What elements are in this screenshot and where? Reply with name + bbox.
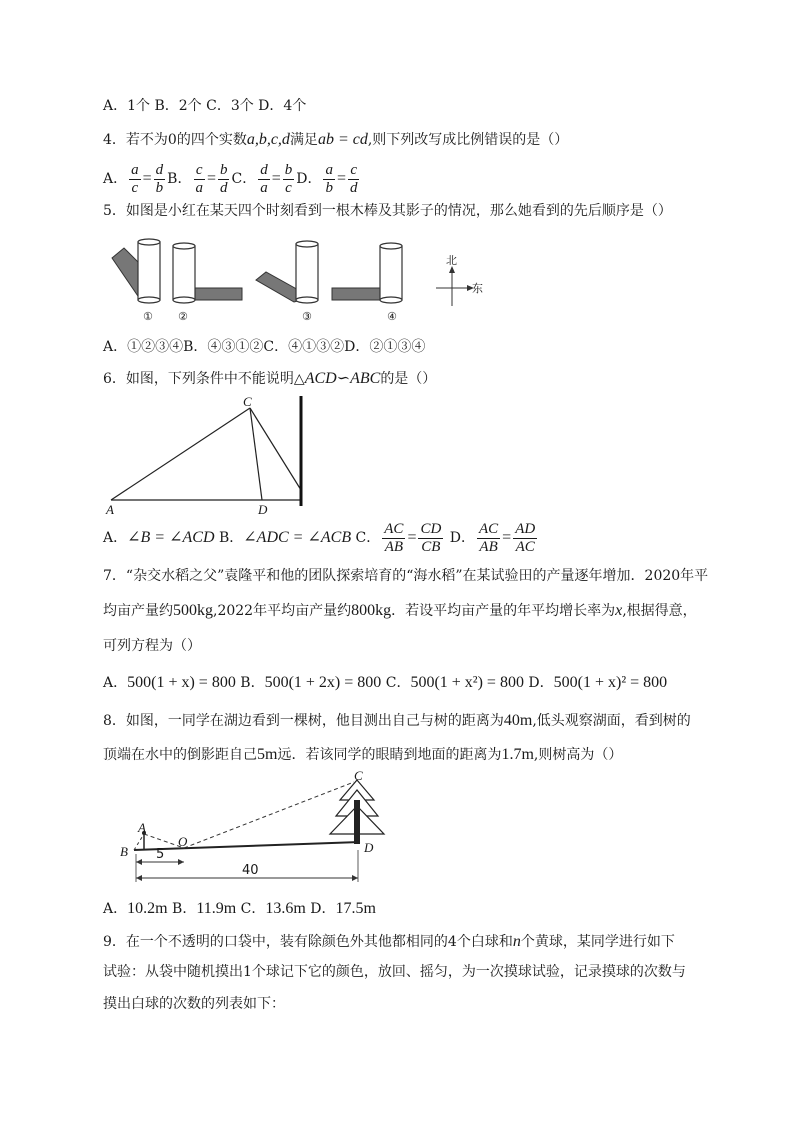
q4-option-label: D． xyxy=(296,171,322,187)
q7-optA-expr: 500(1 + x) = 800 xyxy=(127,674,236,691)
q4-options xyxy=(103,160,362,198)
q6-optC-frac1: $\frac{AC}{AB}$ xyxy=(384,520,404,555)
q8-line2-mid: 远．若该同学的眼睛到地面的距离为 xyxy=(277,747,502,763)
label-O: O xyxy=(178,834,188,849)
q5-stem: 5．如图是小红在某天四个时刻看到一根木棒及其影子的情况，那么她看到的先后顺序是（） xyxy=(103,203,672,219)
q4-option-fraction: $\frac{b}{d}$ xyxy=(219,161,228,196)
compass-north-label: 北 xyxy=(446,254,457,267)
fig-label-1: ① xyxy=(143,310,153,323)
q5-options: A．①②③④B．④③①②C．④①③②D．②①③④ xyxy=(103,339,426,355)
compass xyxy=(436,254,483,306)
q8-optC-val: 13.6m xyxy=(265,900,306,917)
fig-label-2: ② xyxy=(178,310,188,323)
q6-optD-frac2: $\frac{AD}{AC}$ xyxy=(515,520,536,555)
equals-sign: = xyxy=(271,170,281,187)
q4-stem-pre: 4．若不为0的四个实数 xyxy=(103,132,247,148)
q9-var: n xyxy=(512,933,521,950)
q8-optD-val: 17.5m xyxy=(335,900,376,917)
q6-options: A．∠B = ∠ACD B．∠ADC = ∠ACB C． $\frac{AC}{AB}$ = $\frac{CD}{CB}$ D． $\frac{AC}{AB}$ = $\frac{AD}{AC}$ xyxy=(103,520,536,555)
q7-var: x xyxy=(615,602,623,619)
q4-option-label: B． xyxy=(167,171,192,187)
q8-line2-pre: 顶端在水中的倒影距自己 xyxy=(103,747,257,763)
q7-line2-mid: ,2022年平均亩产量约 xyxy=(213,603,352,619)
q4-option-label: A． xyxy=(103,171,128,187)
equals-sign: = xyxy=(142,170,152,187)
q6-optB-label: B． xyxy=(214,530,244,546)
q7-optB-expr: 500(1 + 2x) = 800 xyxy=(264,674,382,691)
q6-optA-label: A． xyxy=(103,530,128,546)
q8-d3: 1.7m xyxy=(501,746,534,763)
fig-label-3: ③ xyxy=(302,310,312,323)
q7-optD-label: D． xyxy=(528,675,554,691)
label-A: A xyxy=(106,502,114,516)
q4-option-fraction: $\frac{b}{c}$ xyxy=(284,161,293,196)
q7-line3: 可列方程为（） xyxy=(103,638,201,654)
stick-3 xyxy=(256,241,318,303)
q7-optC-expr: 500(1 + x²) = 800 xyxy=(410,674,524,691)
q4-option-fraction: $\frac{c}{a}$ xyxy=(195,161,203,196)
q6-stem-pre: 6．如图，下列条件中不能说明△ xyxy=(103,371,305,387)
q9-line1-pre: 9．在一个不透明的口袋中，装有除颜色外其他都相同的4个白球和 xyxy=(103,934,513,950)
q6-optD-label: D． xyxy=(445,530,475,546)
q8-d2: 5m xyxy=(257,746,278,763)
q9-line1-post: 个黄球，某同学进行如下 xyxy=(520,934,675,950)
q6-stem-post: 的是（） xyxy=(380,371,437,387)
q7-options xyxy=(103,673,667,693)
q8-optC-label: C． xyxy=(240,901,266,917)
q7-line1: 7．“杂交水稻之父”袁隆平和他的团队探索培育的“海水稻”在某试验田的产量逐年增加．2020年平 xyxy=(103,568,709,584)
label-D: D xyxy=(364,840,374,855)
tree-icon xyxy=(330,780,384,844)
q7-line2 xyxy=(103,601,697,621)
q8-optD-label: D． xyxy=(310,901,336,917)
q7-v1: 500kg xyxy=(173,602,213,619)
q7-line2-end: ,根据得意， xyxy=(622,603,697,619)
q4-stem xyxy=(103,130,568,150)
q6-optC-frac2: $\frac{CD}{CB}$ xyxy=(420,520,442,555)
stick-4 xyxy=(332,243,402,303)
q8-figure xyxy=(114,770,394,888)
q6-optB-expr: ∠ADC = ∠ACB xyxy=(243,529,352,546)
q5-figure xyxy=(100,236,500,326)
q8-line1 xyxy=(103,711,691,731)
q6-stem xyxy=(103,369,436,389)
equals-sign: = xyxy=(206,170,216,187)
dim-five: 5 xyxy=(156,847,165,862)
q7-optC-label: C． xyxy=(385,675,411,691)
q8-optA-label: A． xyxy=(103,901,128,917)
q8-d1: 40m xyxy=(503,712,533,729)
q6-tri2: ABC xyxy=(350,370,381,387)
q4-option-fraction: $\frac{c}{d}$ xyxy=(350,161,358,196)
q6-figure xyxy=(104,394,314,516)
label-D: D xyxy=(258,502,268,516)
q9-line1 xyxy=(103,932,675,952)
q8-options xyxy=(103,899,376,919)
q6-optA-expr: ∠B = ∠ACD xyxy=(127,529,215,546)
label-C: C xyxy=(354,770,363,783)
q4-vars: a,b,c,d xyxy=(246,131,290,148)
q4-option-fraction: $\frac{d}{a}$ xyxy=(260,161,268,196)
q8-line1-pre: 8．如图，一同学在湖边看到一棵树，他目测出自己与树的距离为 xyxy=(103,713,504,729)
q8-line1-post: ,低头观察湖面，看到树的 xyxy=(532,713,691,729)
q6-sim: ∽ xyxy=(336,370,351,387)
q4-condition: ab = cd xyxy=(317,131,368,148)
dim-forty: 40 xyxy=(242,863,259,878)
q3-options: A．1个 B．2个 C．3个 D．4个 xyxy=(103,98,307,114)
q4-stem-mid: 满足 xyxy=(289,132,318,148)
q4-stem-post: ,则下列改写成比例错误的是（） xyxy=(367,132,569,148)
q7-optB-label: B． xyxy=(240,675,265,691)
label-B: B xyxy=(120,844,128,859)
compass-east-label: 东 xyxy=(472,282,483,295)
label-C: C xyxy=(243,394,252,409)
stick-2 xyxy=(173,243,242,303)
fig-label-4: ④ xyxy=(387,310,397,323)
q4-option-fraction: $\frac{a}{b}$ xyxy=(325,161,333,196)
equals-sign: = xyxy=(336,170,346,187)
q7-line2-post: ．若设平均亩产量的年平均增长率为 xyxy=(391,603,616,619)
q9-line3: 摸出白球的次数的列表如下： xyxy=(103,996,285,1012)
q8-line2-post: ,则树高为（） xyxy=(533,747,623,763)
q8-optB-val: 11.9m xyxy=(196,900,237,917)
stick-1 xyxy=(112,239,160,303)
q8-optA-val: 10.2m xyxy=(127,900,168,917)
q6-tri1: ACD xyxy=(304,370,337,387)
q6-optD-frac1: $\frac{AC}{AB}$ xyxy=(479,520,499,555)
q7-v2: 800kg xyxy=(351,602,392,619)
q9-line2: 试验：从袋中随机摸出1个球记下它的颜色，放回、摇匀，为一次摸球试验，记录摸球的次数与 xyxy=(103,964,686,980)
label-A: A xyxy=(138,820,146,835)
q4-option-label: C． xyxy=(231,171,257,187)
q8-optB-label: B． xyxy=(172,901,197,917)
q4-option-fraction: $\frac{d}{b}$ xyxy=(155,161,164,196)
q7-line2-pre: 均亩产量约 xyxy=(103,603,173,619)
q8-line2 xyxy=(103,745,622,765)
q4-option-fraction: $\frac{a}{c}$ xyxy=(131,161,139,196)
q7-optD-expr: 500(1 + x)² = 800 xyxy=(553,674,668,691)
q7-optA-label: A． xyxy=(103,675,128,691)
q6-optC-label: C． xyxy=(351,530,381,546)
